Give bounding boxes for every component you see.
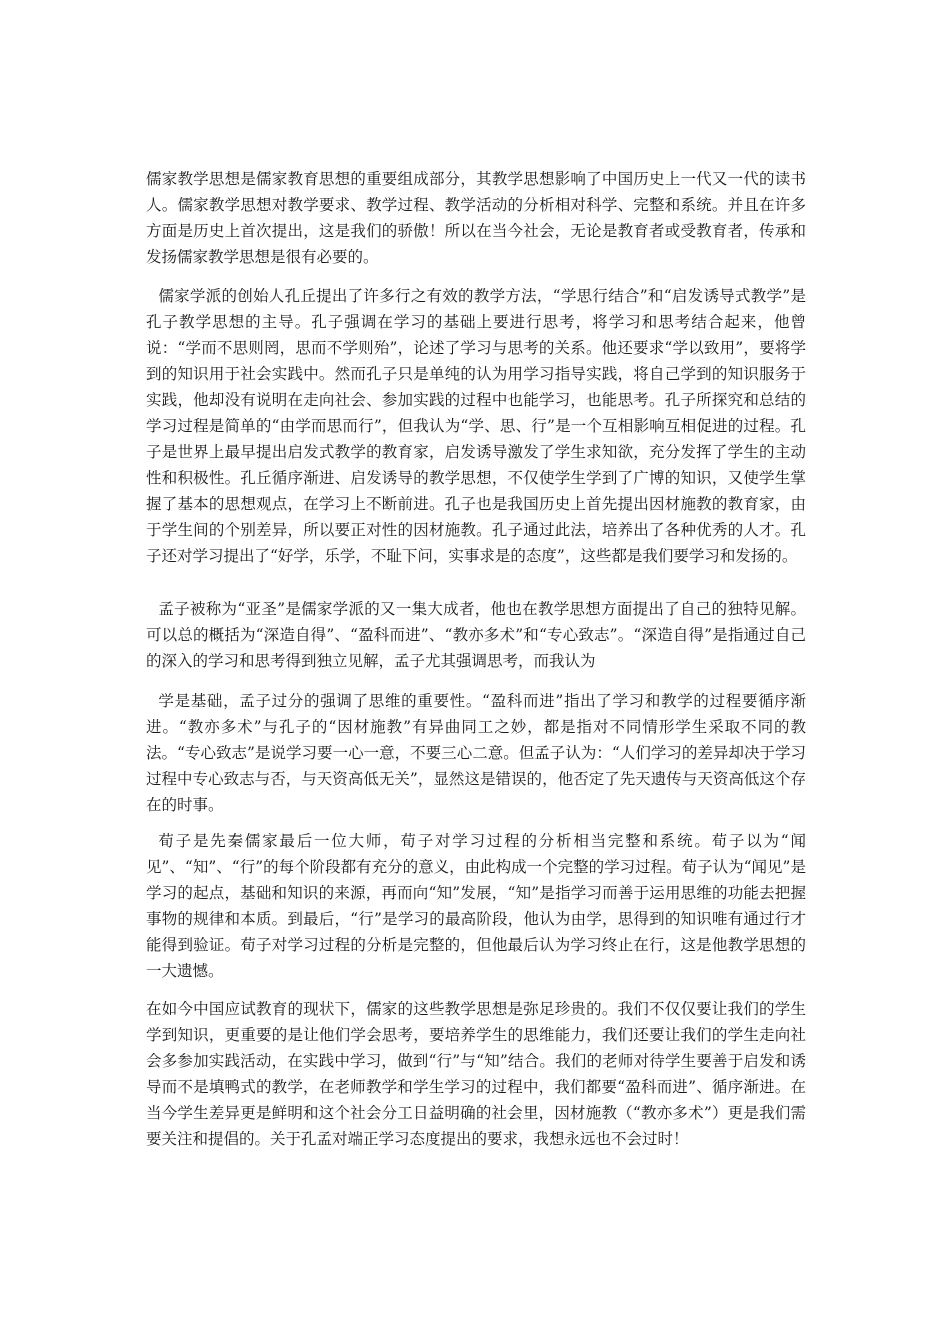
paragraph-intro: 儒家教学思想是儒家教育思想的重要组成部分，其教学思想影响了中国历史上一代又一代的读书人。儒家教学思想对教学要求、教学过程、教学活动的分析相对科学、完整和系统。并且在许多方面是历史上首次提出，这是我们的骄傲！所以在当今社会，无论是教育者或受教育者，传承和发扬儒家教学思想是很有必要的。 — [146, 170, 806, 266]
paragraph-conclusion: 在如今中国应试教育的现状下，儒家的这些教学思想是弥足珍贵的。我们不仅仅要让我们的学生学到知识，更重要的是让他们学会思考，要培养学生的思维能力，我们还要让我们的学生走向社会多参加实践活动，在实践中学习，做到“行”与“知”结合。我们的老师对待学生要善于启发和诱导而不是填鸭式的教学，在老师教学和学生学习的过程中，我们都要“盈科而进”、循序渐进。在当今学生差异更是鲜明和这个社会分工日益明确的社会里，因材施教（“教亦多术”）更是我们需要关注和提倡的。关于孔孟对端正学习态度提出的要求，我想永远也不会过时！ — [146, 1000, 806, 1148]
paragraph-mencius-continued: 学是基础，孟子过分的强调了思维的重要性。“盈科而进”指出了学习和教学的过程要循序渐进。“教亦多术”与孔子的“因材施教”有异曲同工之妙，都是指对不同情形学生采取不同的教法。“专心致志”是说学习要一心一意，不要三心二意。但孟子认为：“人们学习的差异却决于学习过程中专心致志与否，与天资高低无关”，显然这是错误的，他否定了先天遗传与天资高低这个存在的时事。 — [146, 692, 806, 814]
paragraph-confucius: 儒家学派的创始人孔丘提出了许多行之有效的教学方法，“学思行结合”和“启发诱导式教学”是孔子教学思想的主导。孔子强调在学习的基础上要进行思考，将学习和思考结合起来，他曾说：“学而不思则罔，思而不学则殆”，论述了学习与思考的关系。他还要求“学以致用”，要将学到的知识用于社会实践中。然而孔子只是单纯的认为用学习指导实践，将自己学到的知识服务于实践，他却没有说明在走向社会、参加实践的过程中也能学习，也能思考。孔子所探究和总结的学习过程是简单的“由学而思而行”，但我认为“学、思、行”是一个互相影响互相促进的过程。孔子是世界上最早提出启发式教学的教育家，启发诱导激发了学生求知欲，充分发挥了学生的主动性和积极性。孔丘循序渐进、启发诱导的教学思想，不仅使学生学到了广博的知识，又使学生掌握了基本的思想观点，在学习上不断前进。孔子也是我国历史上首先提出因材施教的教育家，由于学生间的个别差异，所以要正对性的因材施教。孔子通过此法，培养出了各种优秀的人才。孔子还对学习提出了“好学，乐学，不耻下问，实事求是的态度”，这些都是我们要学习和发扬的。 — [146, 287, 806, 565]
paragraph-xunzi: 荀子是先秦儒家最后一位大师，荀子对学习过程的分析相当完整和系统。荀子以为“闻见”、“知”、“行”的每个阶段都有充分的意义，由此构成一个完整的学习过程。荀子认为“闻见”是学习的起点，基础和知识的来源，再而向“知”发展，“知”是指学习而善于运用思维的功能去把握事物的规律和本质。到最后，“行”是学习的最高阶段，他认为由学，思得到的知识唯有通过行才能得到验证。荀子对学习过程的分析是完整的，但他最后认为学习终止在行，这是他教学思想的一大遗憾。 — [146, 832, 806, 980]
paragraph-mencius: 孟子被称为“亚圣”是儒家学派的又一集大成者，他也在教学思想方面提出了自己的独特见解。可以总的概括为“深造自得”、“盈科而进”、“教亦多术”和“专心致志”。“深造自得”是指通过自己的深入的学习和思考得到独立见解，孟子尤其强调思考，而我认为 — [146, 600, 806, 670]
